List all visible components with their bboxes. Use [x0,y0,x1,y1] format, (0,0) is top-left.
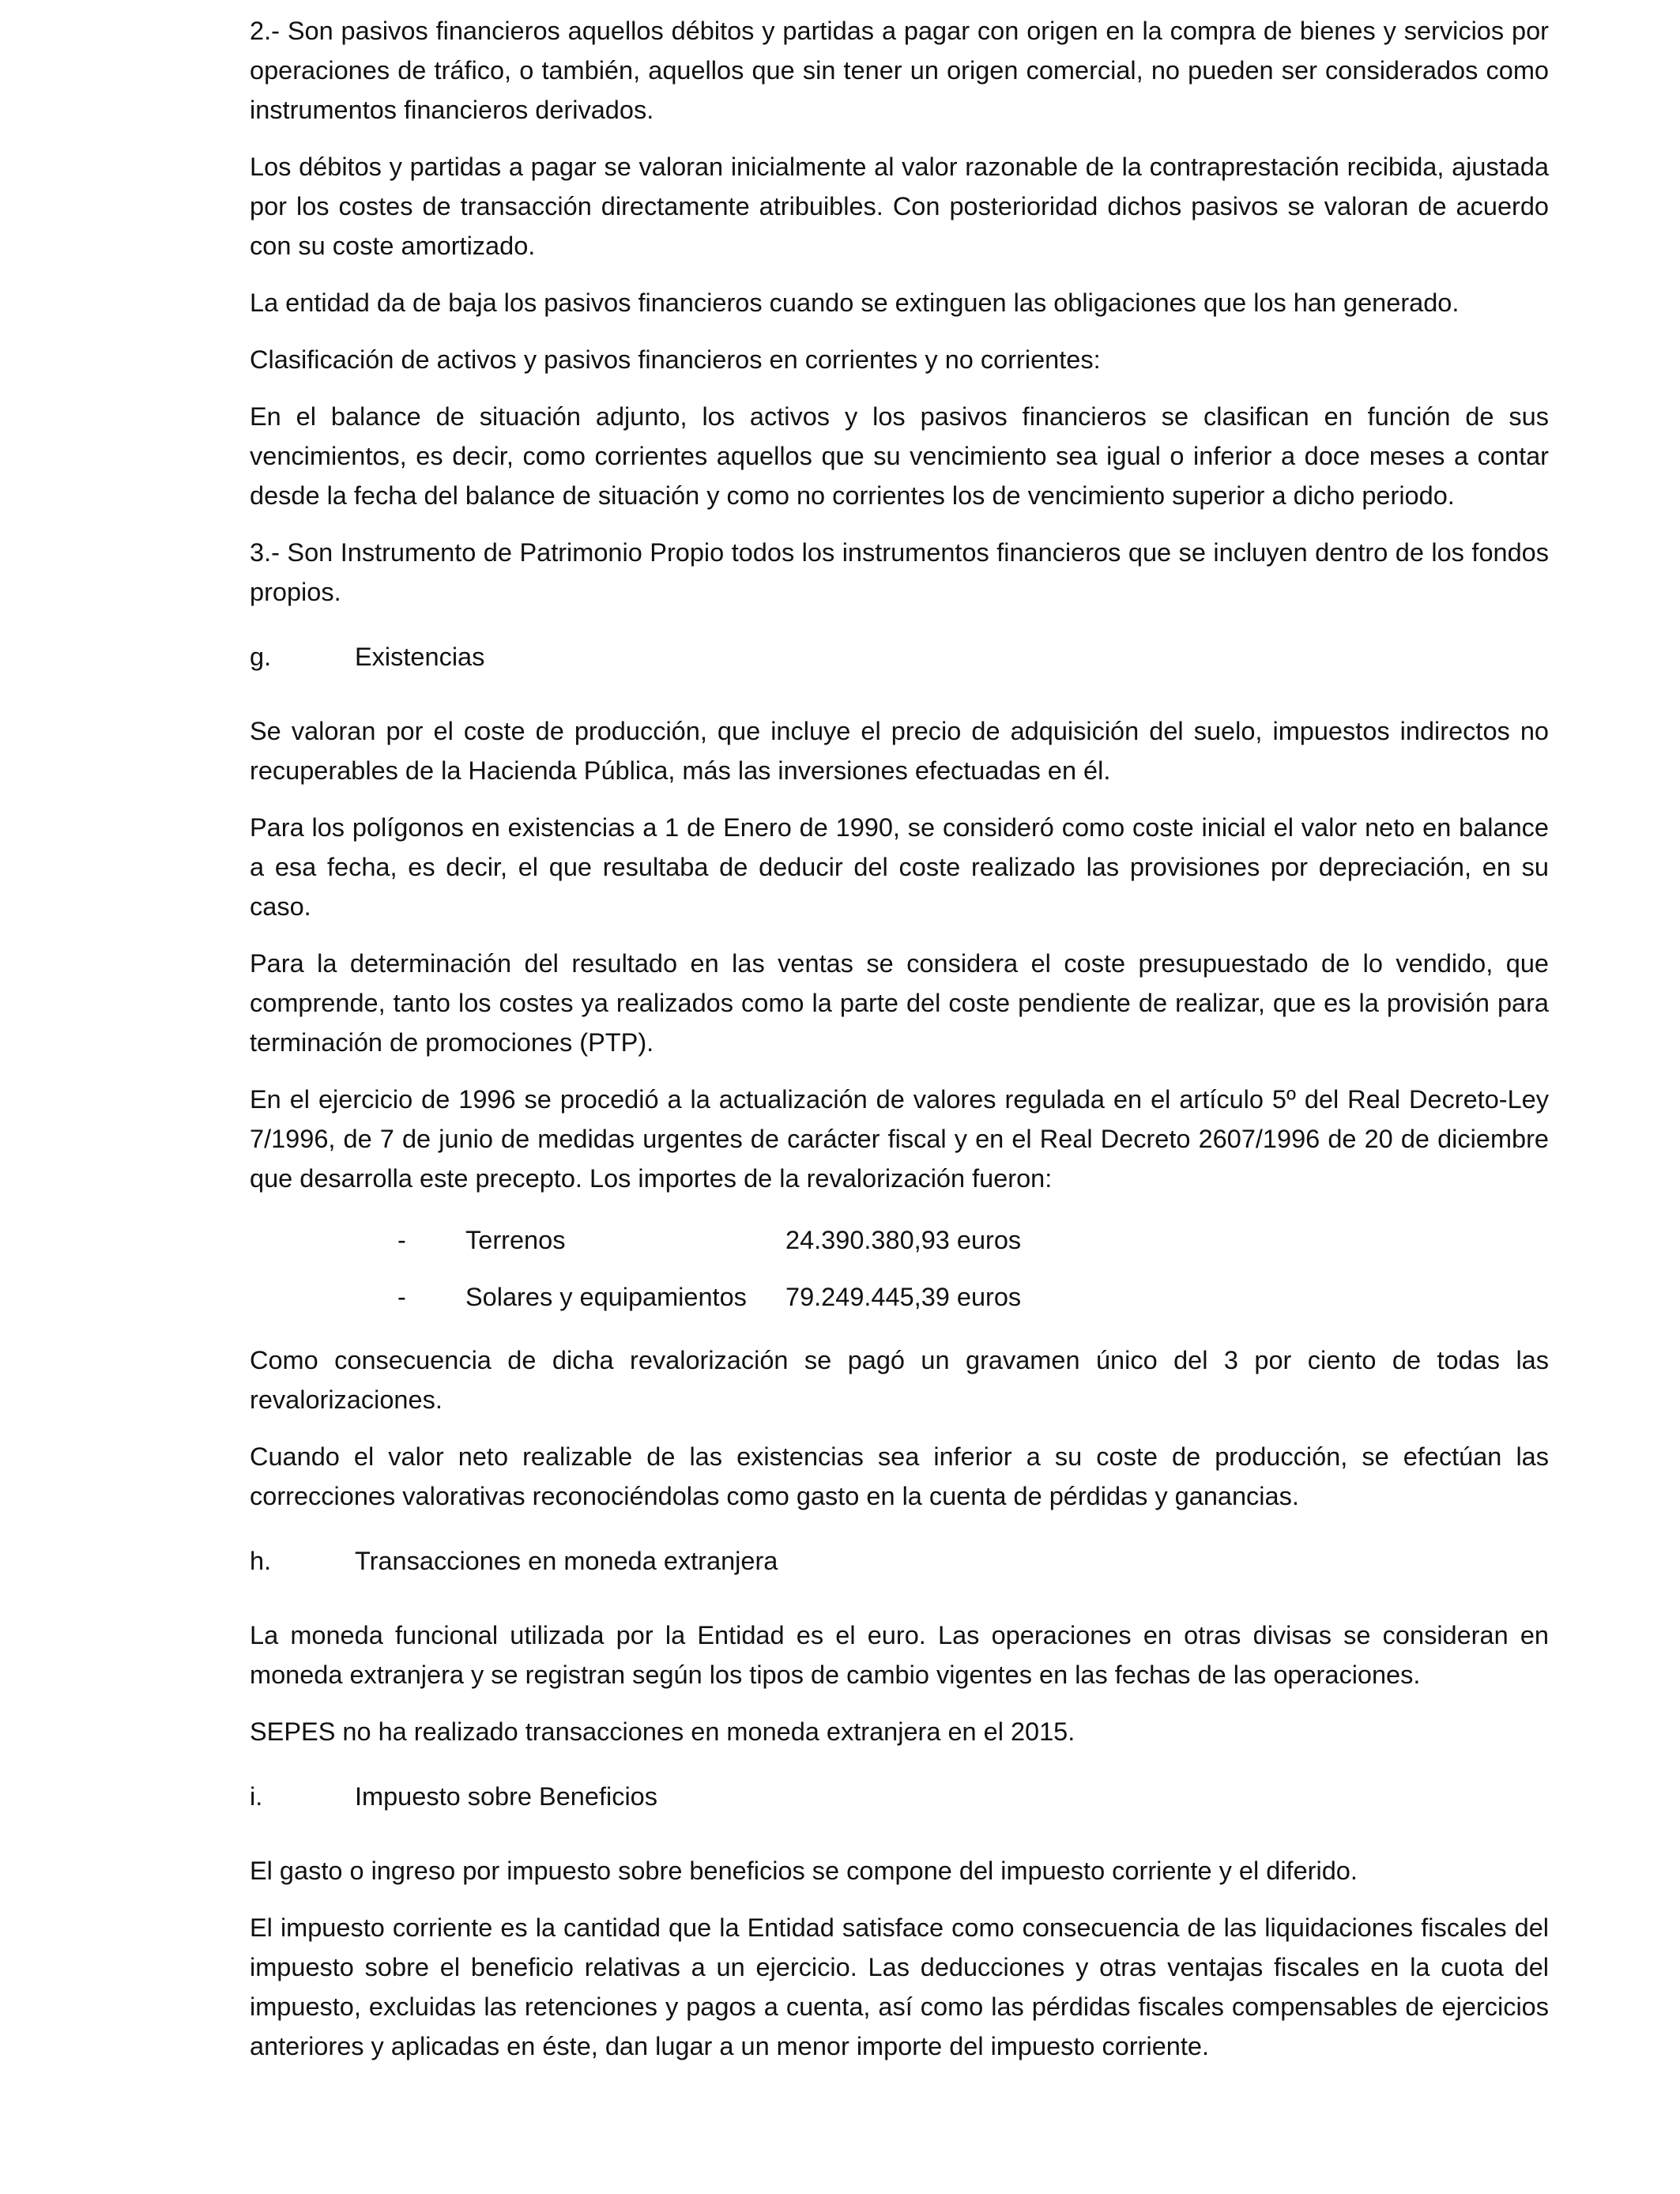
revalorizacion-list [250,1220,1549,1317]
paragraph-existencias-2: Para los polígonos en existencias a 1 de Enero de 1990, se consideró como coste inicial el valor neto en balance a esa fecha, es decir, el que resultaba de deducir del coste realizado las provisiones por depreciación, en su caso. [250,813,1549,921]
section-letter: g. [250,643,272,671]
list-item [250,1220,1549,1260]
section-title: Existencias [355,643,485,671]
section-heading-impuesto [250,1777,1549,1816]
paragraph-gravamen: Como consecuencia de dicha revalorización se pagó un gravamen único del 3 por ciento de todas las revalorizaciones. [250,1346,1549,1414]
section-letter: i. [250,1782,263,1811]
section-title: Impuesto sobre Beneficios [355,1782,657,1811]
paragraph-existencias-1: Se valoran por el coste de producción, que incluye el precio de adquisición del suelo, impuestos indirectos no recuperables de la Hacienda Pública, más las inversiones efectuadas en él. [250,717,1549,785]
paragraph-balance-situacion: En el balance de situación adjunto, los activos y los pasivos financieros se clasifican en función de sus vencimientos, es decir, como corrientes aquellos que su vencimiento sea igual o inferior a doce meses a contar desde la fecha del balance de situación y como no corrientes los de vencimiento superior a dicho periodo. [250,402,1549,510]
list-bullet: - [397,1283,406,1311]
paragraph-patrimonio-propio: 3.- Son Instrumento de Patrimonio Propio todos los instrumentos financieros que se incluyen dentro de los fondos propios. [250,538,1549,606]
paragraph-impuesto-1: El gasto o ingreso por impuesto sobre beneficios se compone del impuesto corriente y el diferido. [250,1857,1358,1885]
list-bullet: - [397,1226,406,1254]
paragraph-existencias-4: En el ejercicio de 1996 se procedió a la actualización de valores regulada en el artículo 5º del Real Decreto-Ley 7/1996, de 7 de junio de medidas urgentes de carácter fiscal y en el Real Decreto 2607/1996 de 20 de diciembre que desarrolla este precepto. Los importes de la revalorización fueron: [250,1085,1549,1193]
list-item-amount: 24.390.380,93 euros [785,1226,1022,1254]
paragraph-correcciones: Cuando el valor neto realizable de las existencias sea inferior a su coste de producción, se efectúan las correcciones valorativas reconociéndolas como gasto en la cuenta de pérdidas y ganancias. [250,1442,1549,1510]
section-heading-existencias [250,637,1549,677]
paragraph-moneda-2: SEPES no ha realizado transacciones en moneda extranjera en el 2015. [250,1717,1075,1746]
list-item-label: Terrenos [465,1226,566,1254]
list-item-label: Solares y equipamientos [465,1283,747,1311]
list-item-amount: 79.249.445,39 euros [785,1283,1022,1311]
section-letter: h. [250,1547,272,1575]
paragraph-existencias-3: Para la determinación del resultado en las ventas se considera el coste presupuestado de lo vendido, que comprende, tanto los costes ya realizados como la parte del coste pendiente de realizar, que es la provisión para terminación de promociones (PTP). [250,949,1549,1057]
paragraph-impuesto-2: El impuesto corriente es la cantidad que la Entidad satisface como consecuencia de las liquidaciones fiscales del impuesto sobre el beneficio relativas a un ejercicio. Las deducciones y otras ventajas fiscales en la cuota del impuesto, excluidas las retenciones y pagos a cuenta, así como las pérdidas fiscales compensables de ejercicios anteriores y aplicadas en éste, dan lugar a un menor importe del impuesto corriente. [250,1913,1549,2060]
paragraph-baja-pasivos: La entidad da de baja los pasivos financieros cuando se extinguen las obligaciones que los han generado. [250,288,1460,317]
list-item [250,1277,1549,1317]
paragraph-debitos-valoracion: Los débitos y partidas a pagar se valoran inicialmente al valor razonable de la contraprestación recibida, ajustada por los costes de transacción directamente atribuibles. Con posterioridad dichos pasivos se valoran de acuerdo con su coste amortizado. [250,153,1549,260]
section-heading-moneda-extranjera [250,1541,1549,1581]
paragraph-moneda-1: La moneda funcional utilizada por la Entidad es el euro. Las operaciones en otras divisas se consideran en moneda extranjera y se registran según los tipos de cambio vigentes en las fechas de las operaciones. [250,1621,1549,1689]
section-title: Transacciones en moneda extranjera [355,1547,778,1575]
paragraph-clasificacion-title: Clasificación de activos y pasivos financieros en corrientes y no corrientes: [250,345,1101,374]
paragraph-pasivos-financieros: 2.- Son pasivos financieros aquellos débitos y partidas a pagar con origen en la compra de bienes y servicios por operaciones de tráfico, o también, aquellos que sin tener un origen comercial, no pueden ser considerados como instrumentos financieros derivados. [250,17,1549,124]
document-page [250,11,1549,2083]
